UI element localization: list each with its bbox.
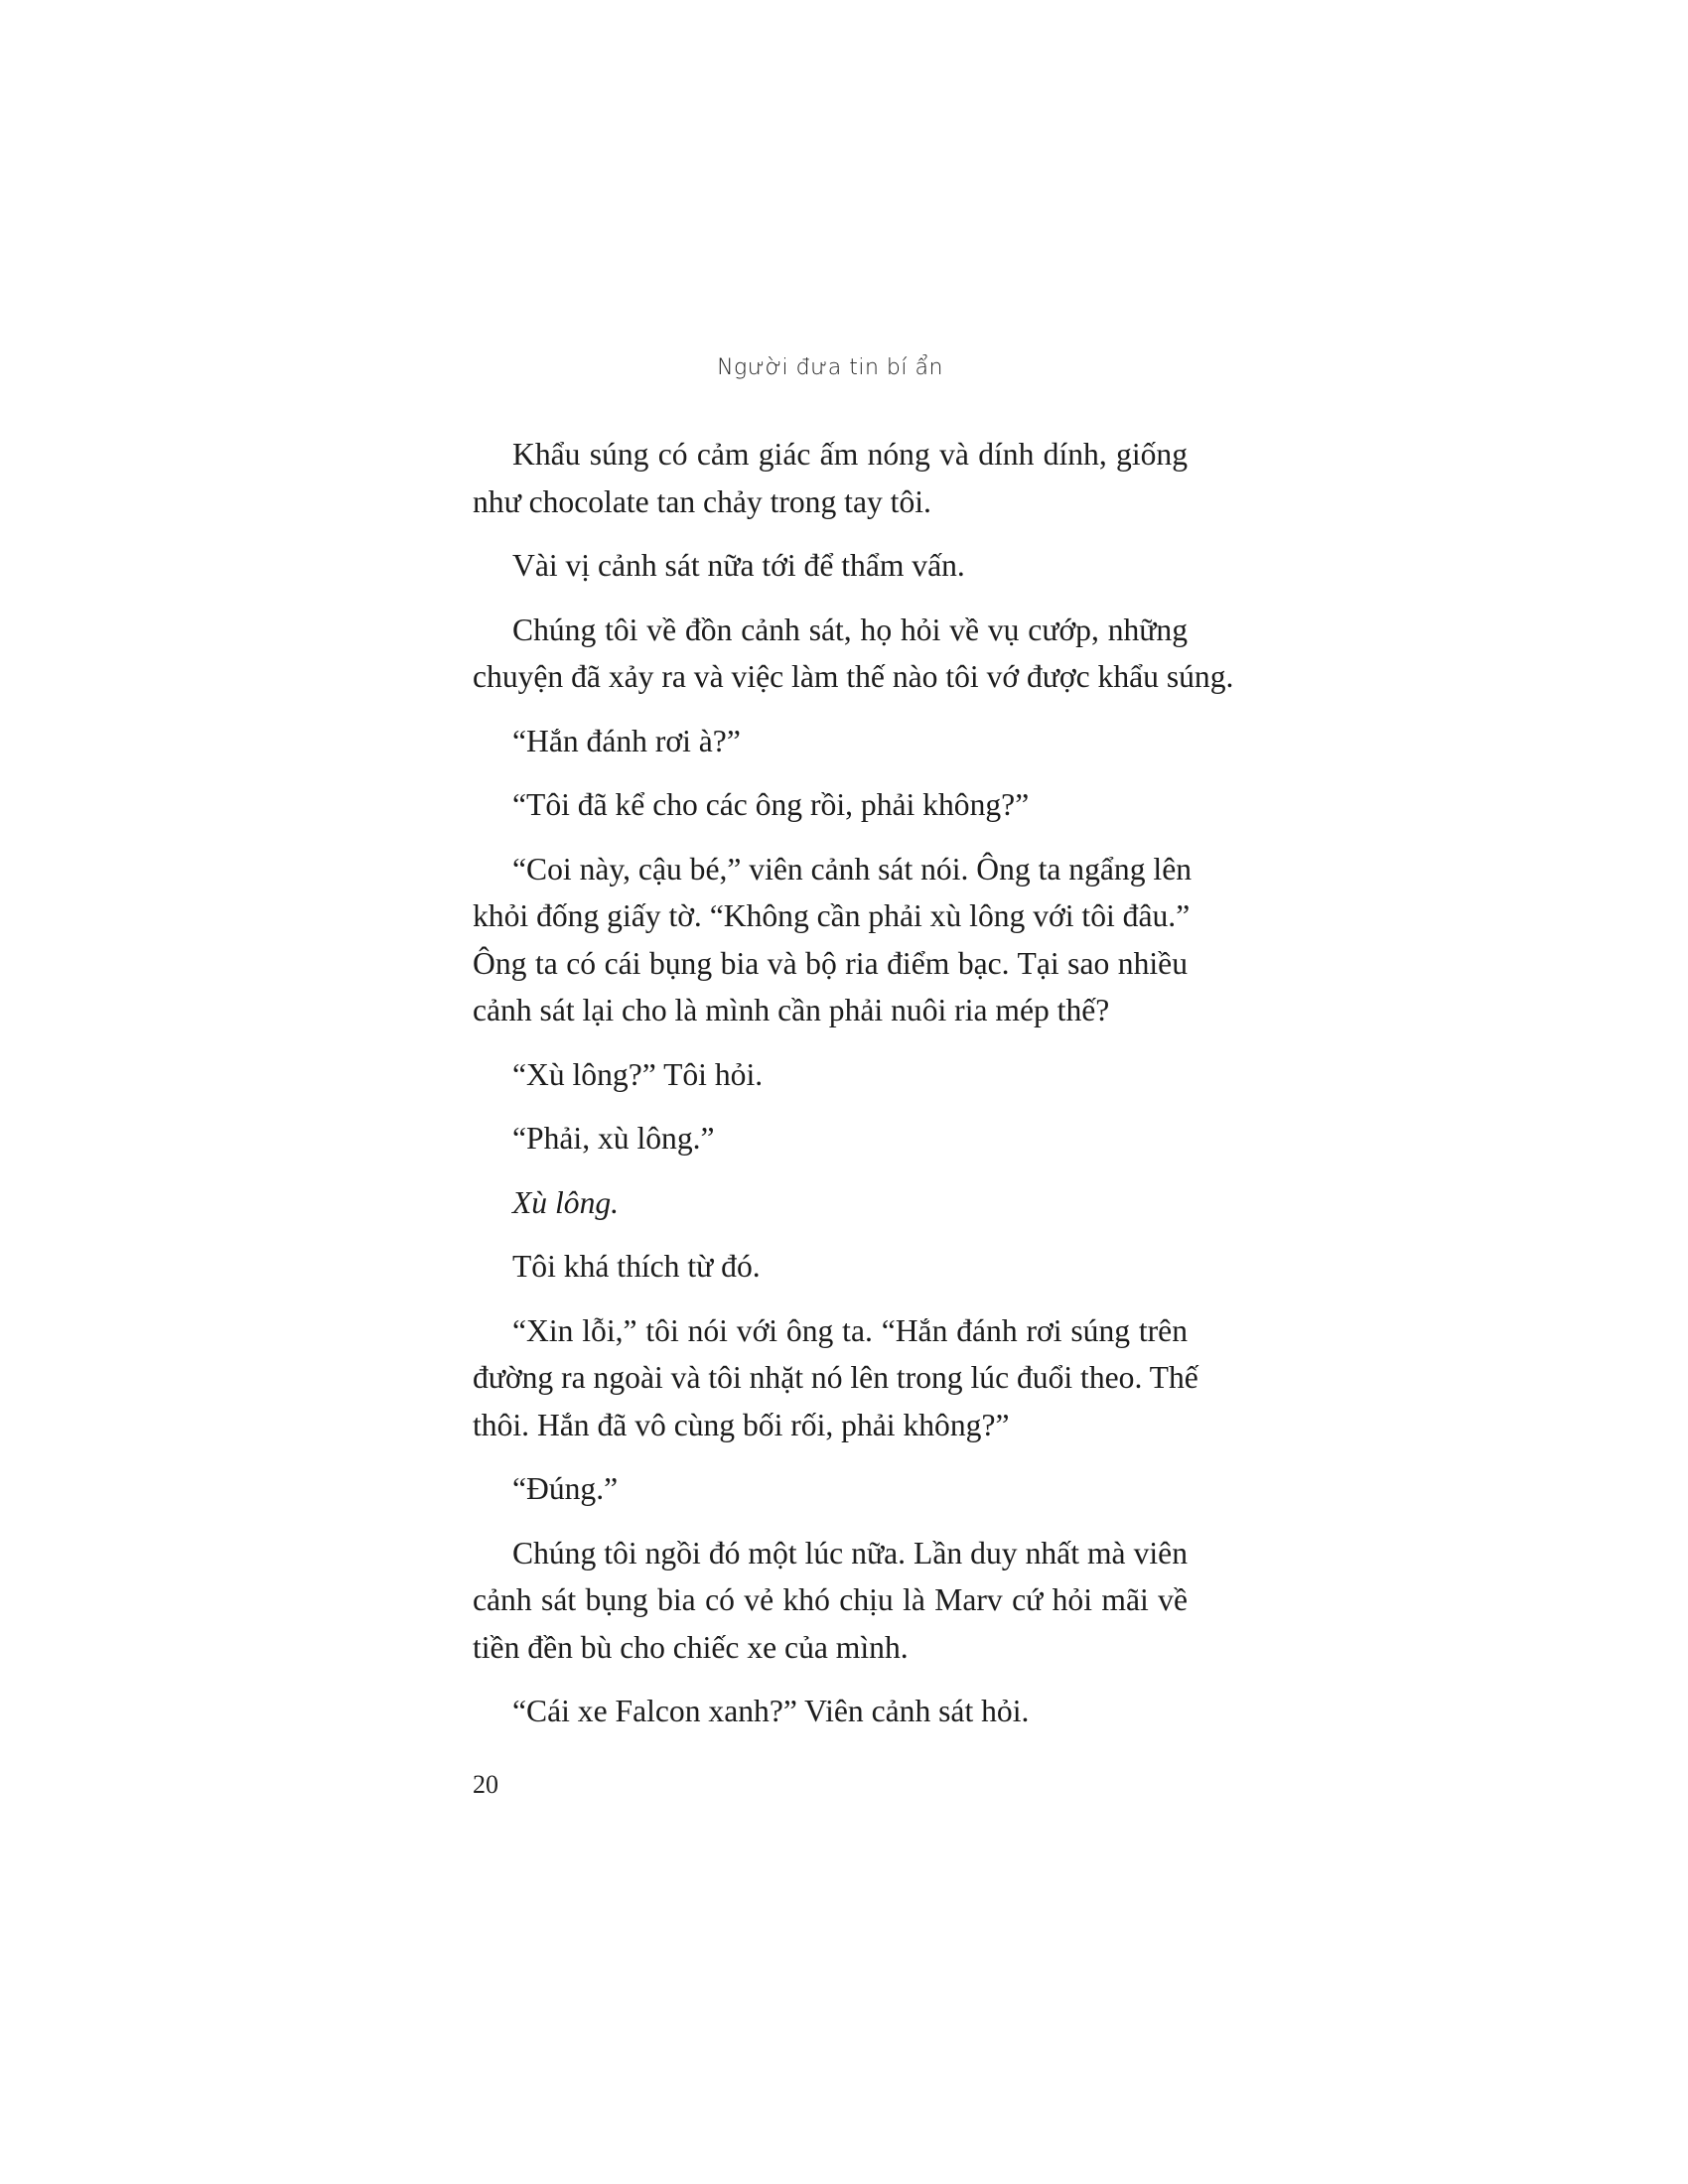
paragraph — [473, 542, 1188, 590]
text-line: “Hắn đánh rơi à?” — [512, 723, 741, 758]
paragraph — [473, 607, 1234, 701]
paragraph — [473, 718, 1188, 765]
text-line: Vài vị cảnh sát nữa tới để thẩm vấn. — [512, 548, 965, 583]
paragraph — [473, 431, 1188, 525]
text-line: cảnh sát lại cho là mình cần phải nuôi ria mép thế? — [473, 993, 1110, 1027]
text-line: “Tôi đã kể cho các ông rồi, phải không?” — [512, 787, 1030, 822]
text-line: Xù lông. — [512, 1184, 620, 1220]
text-line: tiền đền bù cho chiếc xe của mình. — [473, 1629, 909, 1665]
text-line: đường ra ngoài và tôi nhặt nó lên trong lúc đuổi theo. Thế — [473, 1360, 1198, 1395]
text-line: “Phải, xù lông.” — [512, 1121, 715, 1156]
paragraph — [473, 1179, 1188, 1227]
paragraph — [473, 1688, 1188, 1735]
paragraph — [473, 781, 1188, 829]
page-number: 20 — [473, 1770, 498, 1799]
text-line: “Xin lỗi,” tôi nói với ông ta. “Hắn đánh rơi súng trên — [512, 1312, 1188, 1348]
text-line: thôi. Hắn đã vô cùng bối rối, phải không?” — [473, 1407, 1010, 1442]
text-line: “Xù lông?” Tôi hỏi. — [512, 1056, 764, 1092]
paragraph — [473, 846, 1193, 1034]
text-line: chuyện đã xảy ra và việc làm thế nào tôi vớ được khẩu súng. — [473, 659, 1234, 694]
text-line: “Cái xe Falcon xanh?” Viên cảnh sát hỏi. — [512, 1694, 1030, 1728]
paragraph — [473, 1243, 1188, 1291]
body-text — [473, 431, 1234, 1752]
text-line: như chocolate tan chảy trong tay tôi. — [473, 483, 931, 519]
paragraph — [473, 1051, 1188, 1099]
paragraph — [473, 1115, 1188, 1162]
text-line: Tôi khá thích từ đó. — [512, 1249, 761, 1284]
paragraph — [473, 1530, 1188, 1672]
paragraph — [473, 1465, 1188, 1513]
text-line: Khẩu súng có cảm giác ấm nóng và dính dính, giống — [512, 437, 1188, 472]
running-header: Người đưa tin bí ẩn — [717, 355, 943, 380]
text-line: Ông ta có cái bụng bia và bộ ria điểm bạc. Tại sao nhiều — [473, 945, 1188, 981]
text-line: khỏi đống giấy tờ. “Không cần phải xù lông với tôi đâu.” — [473, 898, 1191, 933]
text-line: Chúng tôi về đồn cảnh sát, họ hỏi về vụ cướp, những — [512, 612, 1188, 647]
text-line: “Đúng.” — [512, 1471, 619, 1506]
text-line: Chúng tôi ngồi đó một lúc nữa. Lần duy nhất mà viên — [512, 1535, 1188, 1570]
paragraph — [473, 1307, 1198, 1449]
text-line: cảnh sát bụng bia có vẻ khó chịu là Marv cứ hỏi mãi về — [473, 1582, 1188, 1617]
text-line: “Coi này, cậu bé,” viên cảnh sát nói. Ông ta ngẩng lên — [512, 851, 1193, 887]
